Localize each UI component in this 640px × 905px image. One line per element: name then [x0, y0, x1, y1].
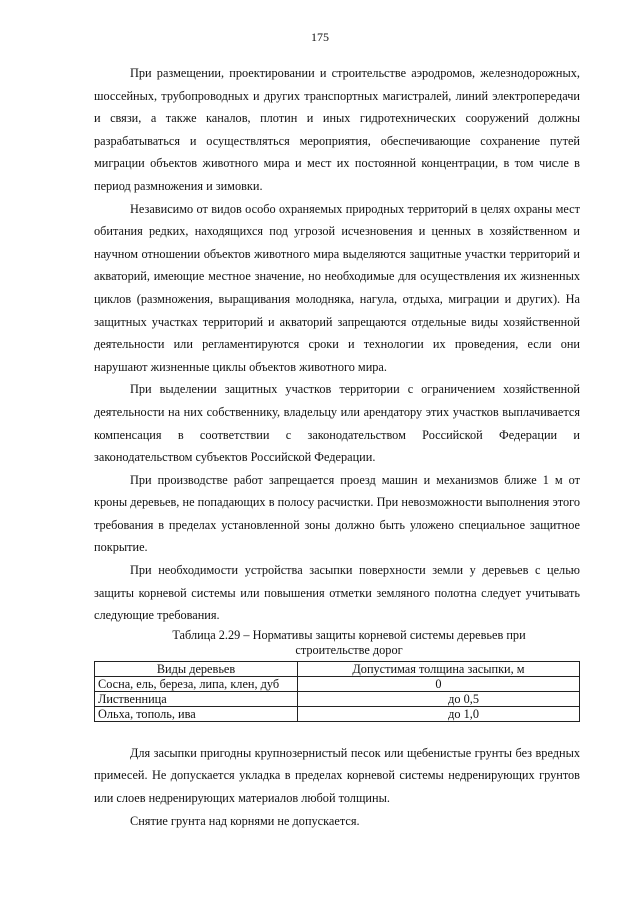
paragraph-suitable-backfill: Для засыпки пригодны крупнозернистый песок или щебенистые грунты без вредных примесей. Не допускается укладка в пределах корневой системы недренирующих грунтов или слоев недренирующих материалов любой толщины.: [94, 745, 580, 806]
cell-species: Ольха, тополь, ива: [95, 706, 298, 721]
page-number: 175: [311, 30, 329, 44]
cell-thickness: 0: [298, 676, 580, 691]
paragraph-soil-removal: Снятие грунта над корнями не допускается.: [130, 813, 360, 828]
table-caption-line-2: строительстве дорог: [295, 642, 403, 657]
table-caption: [94, 628, 580, 658]
cell-species: Сосна, ель, береза, липа, клен, дуб: [95, 676, 298, 691]
cell-species: Лиственница: [95, 691, 298, 706]
table-header-row: [95, 661, 580, 676]
table-row: [95, 706, 580, 721]
document-body: [94, 62, 580, 832]
root-protection-table: [94, 661, 580, 722]
table-caption-line-1: Таблица 2.29 – Нормативы защиты корневой системы деревьев при: [172, 627, 526, 642]
cell-thickness: до 1,0: [298, 706, 580, 721]
paragraph-machinery-restriction: При производстве работ запрещается проезд машин и механизмов ближе 1 м от кроны деревьев, не попадающих в полосу расчистки. При невозможности выполнения этого требования в пределах установленной зоны должно быть уложено специальное защитное покрытие.: [94, 472, 580, 555]
paragraph-backfill-requirements: При необходимости устройства засыпки поверхности земли у деревьев с целью защиты корневой системы или повышения отметки земляного полотна следует учитывать следующие требования.: [94, 563, 580, 623]
header-backfill-thickness: Допустимая толщина засыпки, м: [298, 661, 580, 676]
cell-thickness: до 0,5: [298, 691, 580, 706]
table-row: [95, 691, 580, 706]
paragraph-migration-routes: При размещении, проектировании и строительстве аэродромов, железнодорожных, шоссейных, трубопроводных и других транспортных магистралей, линий электропередачи и связи, а также каналов, плотин и иных гидротехнических сооружений должны разрабатываться и осуществляться мероприятия, обеспечивающие сохранение путей миграции объектов животного мира и мест их постоянной концентрации, в том числе в период размножения и зимовки.: [94, 66, 580, 193]
header-tree-species: Виды деревьев: [95, 661, 298, 676]
table-row: [95, 676, 580, 691]
paragraph-compensation: При выделении защитных участков территории с ограничением хозяйственной деятельности на них собственнику, владельцу или арендатору этих участков выплачивается компенсация в соответствии с законодательством Российской Федерации и законодательством субъектов Российской Федерации.: [94, 382, 580, 465]
paragraph-protected-areas: Независимо от видов особо охраняемых природных территорий в целях охраны мест обитания редких, находящихся под угрозой исчезновения и ценных в хозяйственном и научном отношении объектов животного мира выделяются защитные участки территорий и акваторий, имеющие местное значение, но необходимые для осуществления их жизненных циклов (размножения, выращивания молодняка, нагула, отдыха, миграции и других). На защитных участках территорий и акваторий запрещаются отдельные виды хозяйственной деятельности или регламентируются сроки и технологии их проведения, если они нарушают жизненные циклы объектов животного мира.: [94, 201, 580, 374]
